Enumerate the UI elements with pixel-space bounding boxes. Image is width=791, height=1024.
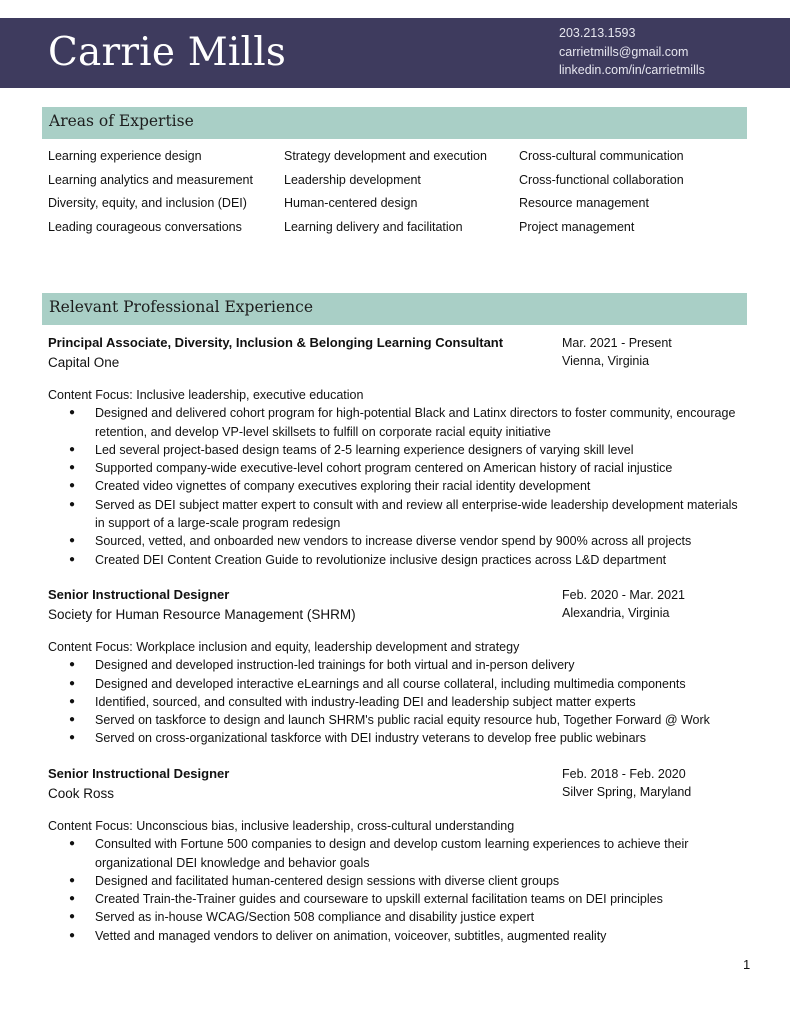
bullet-text: Designed and facilitated human-centered design sessions with diverse client groups [95,873,560,888]
bullet-icon: ● [69,659,76,671]
bullet-icon: ● [69,535,76,547]
company-name: Society for Human Resource Management (SHRM) [48,607,356,622]
expertise-section-header [42,107,747,139]
bullet-text: Led several project-based design teams of 2-5 learning experience designers of varying skill level [95,442,634,457]
job-location: Silver Spring, Maryland [562,785,692,799]
experience-section-header [42,293,747,325]
linkedin-url: linkedin.com/in/carrietmills [559,63,705,77]
bullet-item [48,729,738,747]
bullet-icon: ● [69,929,76,941]
bullet-text: Served as DEI subject matter expert to consult with and review all enterprise-wide leadership development materials in support of a large-scale program redesign [95,497,738,531]
expertise-item: Strategy development and execution [284,149,487,163]
expertise-item: Project management [519,219,635,234]
bullet-item [48,908,738,926]
company-name: Cook Ross [48,786,115,801]
bullet-icon: ● [69,462,76,474]
bullet-icon: ● [69,838,76,850]
bullet-item [48,404,738,441]
bullet-icon: ● [69,498,76,510]
bullet-text: Designed and delivered cohort program for high-potential Black and Latinx directors to foster community, encourage retention, and develop VP-level skillsets to fulfill on corporate racial equity initiative [95,406,736,439]
bullet-item [48,441,738,459]
candidate-name: Carrie Mills [48,30,287,75]
bullet-icon: ● [69,732,76,744]
expertise-item: Leading courageous conversations [48,219,242,234]
expertise-item: Learning analytics and measurement [48,172,253,187]
job-entry-cook-ross [48,765,748,945]
job-dates: Feb. 2018 - Feb. 2020 [562,767,686,781]
bullet-item [48,711,738,729]
bullet-text: Consulted with Fortune 500 companies to design and develop custom learning experiences to achieve their organizational DEI knowledge and behavior goals [95,837,689,870]
bullet-text: Designed and developed instruction-led trainings for both virtual and in-person delivery [95,658,575,673]
bullet-text: Sourced, vetted, and onboarded new vendors to increase diverse vendor spend by 900% across all projects [95,534,692,549]
job-bullets [48,835,748,945]
bullet-text: Served as in-house WCAG/Section 508 compliance and disability justice expert [95,910,535,925]
email-address: carrietmills@gmail.com [559,44,689,59]
bullet-item [48,835,738,872]
job-dates: Feb. 2020 - Mar. 2021 [562,588,685,602]
bullet-text: Vetted and managed vendors to deliver on animation, voiceover, subtitles, augmented reality [95,928,607,943]
bullet-text: Served on taskforce to design and launch SHRM's public racial equity resource hub, Together Forward @ Work [95,713,710,728]
bullet-text: Created DEI Content Creation Guide to revolutionize inclusive design practices across L&D department [95,552,667,567]
phone-number: 203.213.1593 [559,26,636,40]
content-focus: Content Focus: Workplace inclusion and equity, leadership development and strategy [48,640,520,654]
bullet-item [48,459,738,477]
bullet-item [48,693,738,711]
bullet-icon: ● [69,893,76,905]
expertise-item: Cross-functional collaboration [519,172,684,187]
resume-header [0,18,790,88]
bullet-icon: ● [69,480,76,492]
bullet-text: Created Train-the-Trainer guides and courseware to upskill external facilitation teams on DEI principles [95,892,663,907]
bullet-icon: ● [69,443,76,455]
job-location: Alexandria, Virginia [562,606,670,620]
content-focus: Content Focus: Inclusive leadership, executive education [48,388,364,402]
expertise-item: Leadership development [284,172,421,187]
bullet-text: Served on cross-organizational taskforce with DEI industry veterans to develop free public webinars [95,731,646,746]
expertise-item: Learning delivery and facilitation [284,219,463,234]
expertise-section-title: Areas of Expertise [49,112,194,130]
company-name: Capital One [48,355,120,370]
job-entry-capital-one [48,334,748,569]
bullet-icon: ● [69,714,76,726]
bullet-item [48,927,738,945]
bullet-icon: ● [69,874,76,886]
job-bullets [48,404,748,569]
experience-section-title: Relevant Professional Experience [49,298,314,316]
expertise-item: Human-centered design [284,196,418,211]
expertise-grid [48,147,738,236]
job-bullets [48,656,748,747]
bullet-item [48,551,738,569]
bullet-icon: ● [69,553,76,565]
bullet-icon: ● [69,407,76,419]
bullet-item [48,890,738,908]
bullet-icon: ● [69,677,76,689]
bullet-item [48,532,738,550]
job-dates: Mar. 2021 - Present [562,336,672,350]
expertise-item: Resource management [519,196,649,211]
bullet-text: Created video vignettes of company executives exploring their racial identity development [95,479,591,494]
job-title: Senior Instructional Designer [48,587,230,602]
expertise-item: Cross-cultural communication [519,149,684,163]
job-title: Principal Associate, Diversity, Inclusion & Belonging Learning Consultant [48,335,504,350]
bullet-item [48,656,738,674]
job-entry-shrm [48,586,748,748]
expertise-item: Diversity, equity, and inclusion (DEI) [48,196,247,211]
bullet-text: Identified, sourced, and consulted with industry-leading DEI and leadership subject matter experts [95,694,636,709]
content-focus: Content Focus: Unconscious bias, inclusive leadership, cross-cultural understanding [48,819,515,833]
bullet-item [48,477,738,495]
bullet-icon: ● [69,695,76,707]
job-title: Senior Instructional Designer [48,766,230,781]
bullet-item [48,872,738,890]
expertise-item: Learning experience design [48,149,202,163]
bullet-item [48,496,738,533]
page-number: 1 [743,957,751,972]
bullet-text: Designed and developed interactive eLearnings and all course collateral, including multimedia components [95,676,686,691]
bullet-item [48,675,738,693]
job-location: Vienna, Virginia [562,354,650,368]
contact-block [559,24,705,80]
bullet-icon: ● [69,911,76,923]
bullet-text: Supported company-wide executive-level cohort program centered on American history of racial injustice [95,461,673,476]
